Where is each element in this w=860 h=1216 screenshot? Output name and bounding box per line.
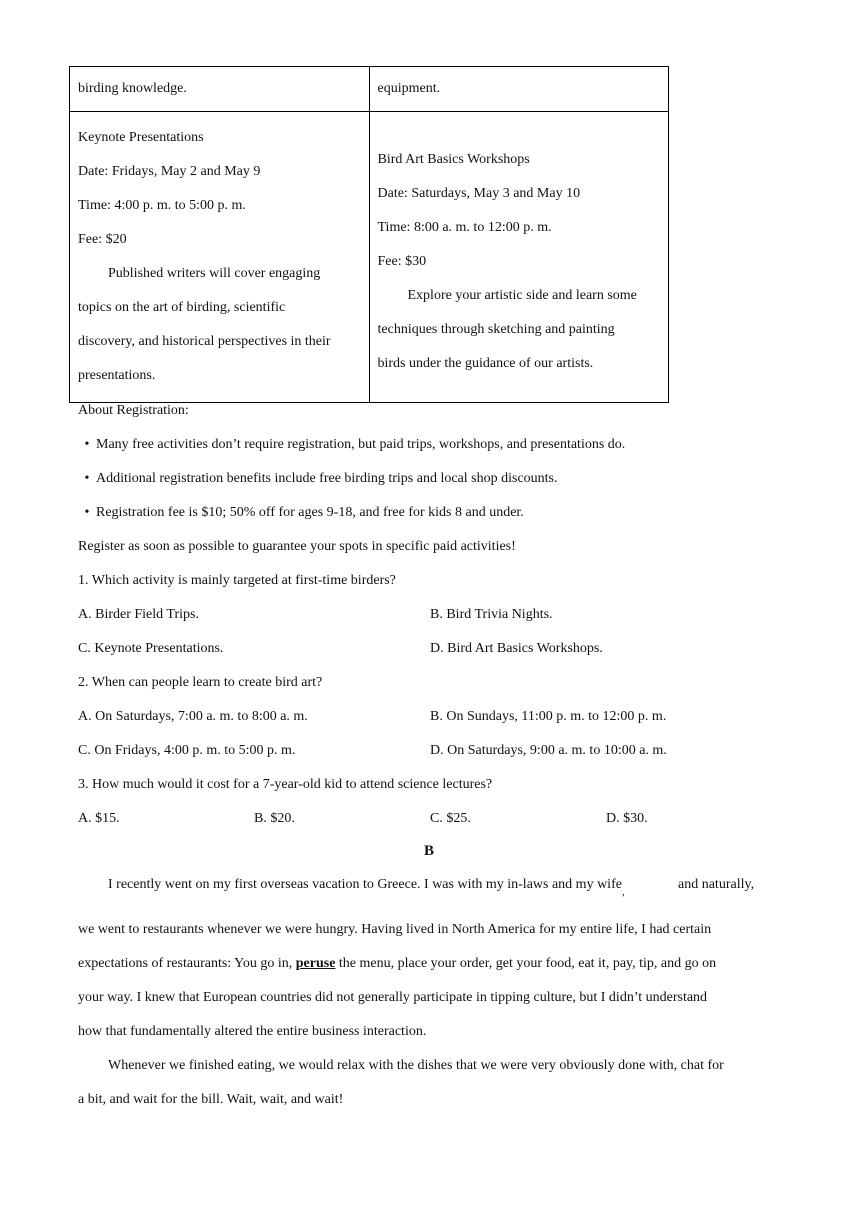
art-fee: Fee: $30 (377, 253, 427, 269)
question-stem: 2. When can people learn to create bird art? (78, 675, 323, 690)
keynote-desc-line: discovery, and historical perspectives in their (78, 334, 331, 349)
question-stem: 1. Which activity is mainly targeted at first-time birders? (78, 573, 396, 588)
passage-line (78, 956, 716, 972)
table-cell: birding knowledge. (70, 67, 370, 112)
bullet-icon: • (84, 437, 90, 452)
keynote-fee: Fee: $20 (78, 232, 127, 247)
keynote-date: Date: Fridays, May 2 and May 9 (78, 164, 261, 179)
answer-option: B. Bird Trivia Nights. (430, 607, 553, 622)
bullet-text: Registration fee is $10; 50% off for ages 9-18, and free for kids 8 and under. (96, 505, 524, 520)
answer-option: D. Bird Art Basics Workshops. (430, 641, 603, 656)
answer-option: C. Keynote Presentations. (78, 641, 224, 656)
passage-text: expectations of restaurants: You go in, (78, 956, 296, 971)
bullet-icon: • (84, 505, 90, 520)
registration-bullet (78, 505, 524, 521)
answer-option: C. $25. (430, 811, 471, 826)
keynote-cell (70, 112, 370, 403)
keynote-time: Time: 4:00 p. m. to 5:00 p. m. (78, 198, 246, 213)
keynote-desc-line: Published writers will cover engaging (108, 266, 321, 281)
art-date: Date: Saturdays, May 3 and May 10 (377, 185, 581, 201)
passage-comma: , (621, 886, 625, 898)
registration-bullet (78, 437, 625, 453)
question-stem: 3. How much would it cost for a 7-year-old kid to attend science lectures? (78, 777, 493, 792)
table-row (70, 67, 669, 112)
bullet-icon: • (84, 471, 90, 486)
passage-line: how that fundamentally altered the entire business interaction. (78, 1024, 427, 1039)
table-row (70, 112, 669, 403)
art-title: Bird Art Basics Workshops (377, 151, 530, 167)
registration-bullet (78, 471, 558, 487)
answer-option: B. On Sundays, 11:00 p. m. to 12:00 p. m. (430, 709, 667, 724)
passage-line: your way. I knew that European countries did not generally participate in tipping culture, but I didn’t understand (78, 990, 708, 1005)
keynote-desc-line: topics on the art of birding, scientific (78, 300, 286, 315)
answer-option: A. Birder Field Trips. (78, 607, 199, 622)
art-cell (369, 112, 669, 403)
passage-line (108, 877, 625, 898)
passage-line: we went to restaurants whenever we were hungry. Having lived in North America for my entire life, I had certain (78, 922, 712, 937)
bullet-text: Many free activities don’t require registration, but paid trips, workshops, and presentations do. (96, 437, 626, 452)
answer-option: B. $20. (254, 811, 295, 826)
answer-option: C. On Fridays, 4:00 p. m. to 5:00 p. m. (78, 743, 296, 758)
passage-line: a bit, and wait for the bill. Wait, wait, and wait! (78, 1092, 344, 1107)
art-desc-line: Explore your artistic side and learn some (407, 287, 637, 303)
passage-text: and naturally, (678, 877, 755, 892)
passage-text: the menu, place your order, get your food, eat it, pay, tip, and go on (335, 956, 717, 971)
art-desc-line: birds under the guidance of our artists. (377, 355, 594, 371)
answer-option: A. $15. (78, 811, 120, 826)
art-desc-line: techniques through sketching and painting (377, 321, 615, 337)
art-time: Time: 8:00 a. m. to 12:00 p. m. (377, 219, 552, 235)
answer-option: D. $30. (606, 811, 648, 826)
underlined-word: peruse (295, 956, 336, 971)
keynote-desc-line: presentations. (78, 368, 156, 383)
events-table (69, 66, 669, 403)
section-label: B (424, 843, 435, 859)
answer-option: D. On Saturdays, 9:00 a. m. to 10:00 a. m. (430, 743, 667, 758)
passage-text: I recently went on my first overseas vacation to Greece. I was with my in-laws and my wife (108, 877, 622, 892)
registration-note: Register as soon as possible to guarantee your spots in specific paid activities! (78, 539, 516, 554)
passage-line: Whenever we finished eating, we would relax with the dishes that we were very obviously done with, chat for (108, 1058, 724, 1073)
table-cell: equipment. (369, 67, 669, 112)
bullet-text: Additional registration benefits include free birding trips and local shop discounts. (96, 471, 558, 486)
keynote-title: Keynote Presentations (78, 130, 204, 145)
answer-option: A. On Saturdays, 7:00 a. m. to 8:00 a. m. (78, 709, 308, 724)
registration-heading: About Registration: (78, 403, 189, 418)
